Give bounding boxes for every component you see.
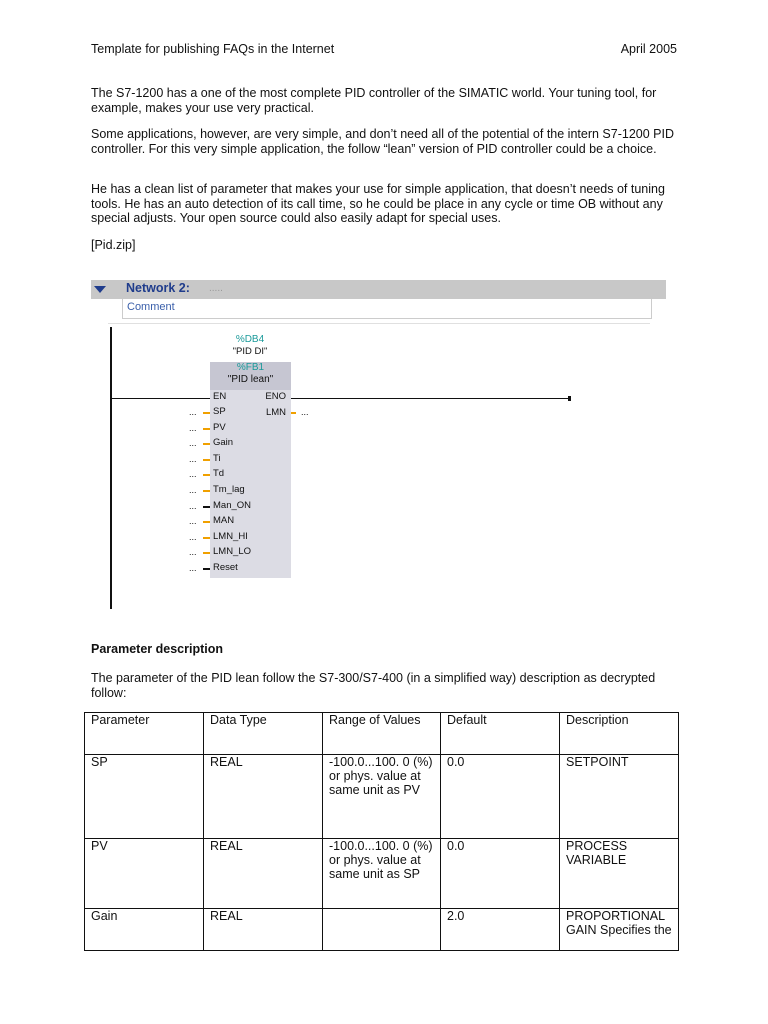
pin-td: Td	[213, 468, 225, 480]
input-wire	[203, 552, 210, 554]
header-date: April 2005	[620, 42, 677, 56]
pin-lmn-hi: LMN_HI	[213, 530, 248, 542]
function-block-header	[210, 362, 291, 390]
table-header-cell: Data Type	[204, 713, 323, 755]
attachment-link[interactable]: [Pid.zip]	[91, 238, 136, 252]
table-cell: 0.0	[441, 839, 560, 909]
input-dots[interactable]: ...	[189, 516, 197, 527]
fb-name: "PID lean"	[227, 374, 274, 385]
power-rail	[110, 327, 112, 609]
table-cell: 0.0	[441, 755, 560, 839]
table-cell: PV	[85, 839, 204, 909]
table-cell	[323, 909, 441, 951]
table-cell: SETPOINT	[560, 755, 679, 839]
network-title: Network 2:	[126, 281, 190, 295]
output-dots[interactable]: ...	[301, 407, 309, 417]
table-cell: -100.0...100. 0 (%) or phys. value at same unit as SP	[323, 839, 441, 909]
input-dots[interactable]: ...	[189, 531, 197, 542]
pin-ti: Ti	[213, 452, 221, 464]
fb-address: %FB1	[236, 362, 265, 373]
db-address: %DB4	[235, 334, 265, 345]
pin-pv: PV	[213, 421, 226, 433]
network-divider	[108, 323, 650, 324]
input-dots[interactable]: ...	[189, 407, 197, 417]
intro-paragraph-2: Some applications, however, are very simple, and don’t need all of the potential of the intern S7-1200 PID controller. For this very simple application, the follow “lean” version of PID controller could be a choice.	[91, 127, 674, 156]
input-dots[interactable]: ...	[189, 485, 197, 495]
network-title-dots: .....	[209, 283, 223, 294]
section-title: Parameter description	[91, 642, 223, 656]
table-header-cell: Parameter	[85, 713, 204, 755]
table-header-cell: Range of Values	[323, 713, 441, 755]
input-wire	[203, 521, 210, 523]
input-wire	[203, 443, 210, 445]
rung-line	[112, 398, 570, 399]
table-row	[85, 909, 679, 951]
db-name: "PID DI"	[232, 346, 268, 357]
table-cell: REAL	[204, 839, 323, 909]
section-text: The parameter of the PID lean follow the S7-300/S7-400 (in a simplified way) description as decrypted follow:	[91, 671, 656, 700]
pin-lmn-lo: LMN_LO	[213, 546, 252, 558]
pin-man-on: Man_ON	[213, 499, 252, 511]
table-cell: REAL	[204, 755, 323, 839]
input-dots[interactable]: ...	[189, 438, 197, 449]
input-wire	[203, 428, 210, 430]
pin-lmn: LMN	[265, 407, 286, 418]
network-comment[interactable]	[122, 299, 652, 319]
input-dots[interactable]: ...	[189, 547, 197, 558]
parameter-table	[84, 712, 679, 951]
pin-tm-lag: Tm_lag	[213, 484, 245, 495]
intro-paragraph-1: The S7-1200 has a one of the most complete PID controller of the SIMATIC world. Your tuning tool, for example, makes your use very practical.	[91, 86, 657, 115]
pin-sp: SP	[213, 406, 226, 417]
pin-gain: Gain	[213, 437, 234, 449]
table-cell: SP	[85, 755, 204, 839]
output-wire	[291, 412, 296, 414]
input-dots[interactable]: ...	[189, 563, 197, 573]
input-wire	[203, 506, 210, 508]
input-wire	[203, 474, 210, 476]
input-dots[interactable]: ...	[189, 500, 197, 511]
network-comment-label: Comment	[127, 301, 175, 313]
table-cell: 2.0	[441, 909, 560, 951]
table-cell: REAL	[204, 909, 323, 951]
header-title: Template for publishing FAQs in the Internet	[91, 42, 335, 56]
rung-end-marker	[568, 396, 571, 401]
table-row	[85, 839, 679, 909]
table-header-cell: Description	[560, 713, 679, 755]
input-wire	[203, 537, 210, 539]
pin-man: MAN	[213, 515, 235, 527]
table-cell: Gain	[85, 909, 204, 951]
collapse-triangle-icon[interactable]	[94, 286, 106, 293]
input-dots[interactable]: ...	[189, 422, 197, 433]
pin-eno: ENO	[265, 391, 286, 402]
intro-paragraph-3: He has a clean list of parameter that makes your use for simple application, that doesn’t needs of tuning tools. He has an auto detection of its call time, so he could be place in any cycle or time OB without any special adjusts. Your open source could also easily adapt for special uses.	[91, 182, 665, 225]
pin-en: EN	[213, 391, 227, 402]
table-header-row	[85, 713, 679, 755]
input-dots[interactable]: ...	[189, 469, 197, 480]
table-row	[85, 755, 679, 839]
input-wire	[203, 459, 210, 461]
network-header[interactable]	[91, 280, 666, 299]
input-dots[interactable]: ...	[189, 453, 197, 464]
input-wire	[203, 490, 210, 492]
input-wire	[203, 412, 210, 414]
table-cell: PROPORTIONAL GAIN Specifies the	[560, 909, 679, 951]
pin-reset: Reset	[213, 562, 238, 573]
table-cell: -100.0...100. 0 (%) or phys. value at same unit as PV	[323, 755, 441, 839]
input-wire	[203, 568, 210, 570]
table-cell: PROCESS VARIABLE	[560, 839, 679, 909]
table-header-cell: Default	[441, 713, 560, 755]
